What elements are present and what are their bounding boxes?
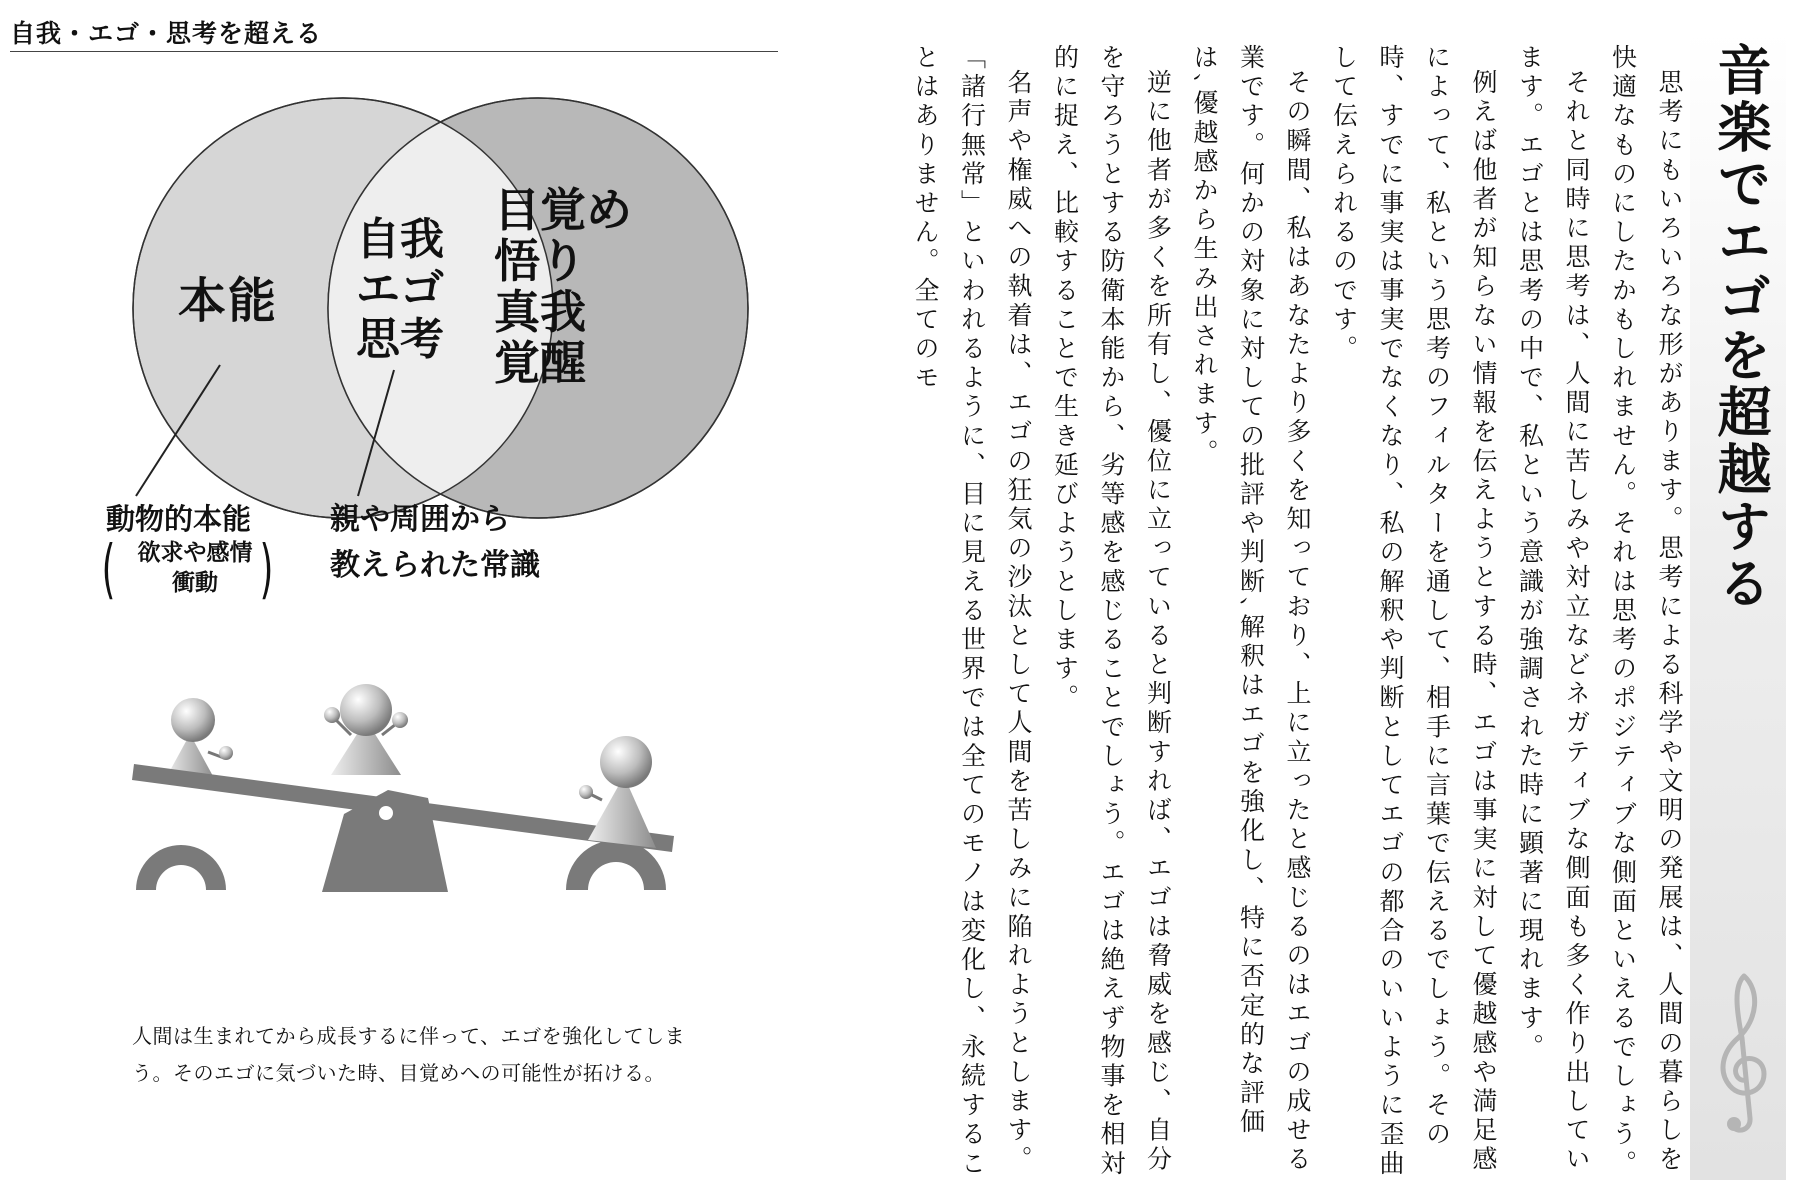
venn-label-awakening [494, 185, 644, 389]
paren-open: ( [101, 533, 116, 607]
venn-ego-line: 自我 [356, 214, 444, 265]
body-paragraph: それと同時に思考は、人間に苦しみや対立などネガティブな側面も多く作り出しています。エゴとは思考の中で、私という意識が強調された時に顕著に現れます。 [1515, 44, 1591, 1175]
seesaw-illustration [126, 680, 686, 910]
figure-center-head [340, 684, 392, 736]
label-instinct-detail-1: 欲求や感情 [137, 540, 253, 566]
left-page [0, 0, 800, 1200]
body-paragraph: 名声や権威への執着は、エゴの狂気の沙汰として人間を苦しみに陥れようとします。「諸行無常」といわれるように、目に見える世界では全てのモノは変化し、永続することはありません。全てのモ [911, 44, 1033, 1179]
venn-awakening-line: 真我 [494, 285, 586, 339]
header-divider [10, 51, 778, 52]
body-text [911, 44, 1692, 1180]
figure-right-head [600, 736, 652, 788]
body-paragraph: その瞬間、私はあなたより多くを知っており、上に立ったと感じるのはエゴの成せる業です。何かの対象に対しての批評や判断､解釈はエゴを強化し、特に否定的な評価は､優越感から生み出されます。 [1190, 44, 1312, 1175]
running-head: 自我・エゴ・思考を超える [10, 19, 323, 48]
label-common-sense-2: 教えられた常識 [330, 548, 540, 583]
venn-awakening-line: 目覚め [494, 183, 632, 237]
label-animal-instinct: 動物的本能 [106, 502, 252, 536]
figure-caption: 人間は生まれてから成長するに伴って、エゴを強化してしまう。そのエゴに気づいた時、目覚めへの可能性が拓ける。 [132, 1024, 686, 1085]
label-instinct-detail-2: 衝動 [172, 570, 218, 596]
venn-ego-line: 思考 [356, 314, 444, 365]
figure-left-head [171, 698, 215, 742]
seesaw-rocker-left [136, 845, 226, 890]
chapter-title: 音楽でエゴを超越する [1709, 42, 1772, 612]
venn-ego-line: エゴ [356, 264, 444, 315]
paren-close: ) [259, 533, 274, 607]
venn-awakening-line: 悟り [494, 234, 586, 288]
body-paragraph: 逆に他者が多くを所有し、優位に立っていると判断すれば、エゴは脅威を感じ、自分を守ろうとする防衛本能から、劣等感を感じることでしょう。エゴは絶えず物事を相対的に捉え、比較することで生き延びようとします。 [1050, 44, 1173, 1179]
treble-clef-icon [1708, 968, 1778, 1138]
label-common-sense [330, 497, 540, 589]
venn-label-ego [356, 215, 452, 365]
label-common-sense-1: 親や周囲から [330, 502, 510, 537]
venn-label-instinct: 本能 [178, 273, 279, 329]
label-instinct-detail [110, 533, 280, 607]
venn-awakening-line: 覚醒 [494, 336, 586, 390]
body-paragraph: 思考にもいろいろな形があります。思考による科学や文明の発展は、人間の暮らしを快適なものにしたかもしれません。それは思考のポジティブな側面といえるでしょう。 [1608, 44, 1684, 1179]
body-paragraph: 例えば他者が知らない情報を伝えようとする時、エゴは事実に対して優越感や満足感によって、私という思考のフィルターを通して、相手に言葉で伝えるでしょう。その時、すでに事実は事実でなくなり、私の解釈や判断としてエゴの都合のいいように歪曲して伝えられるのです。 [1329, 44, 1498, 1179]
